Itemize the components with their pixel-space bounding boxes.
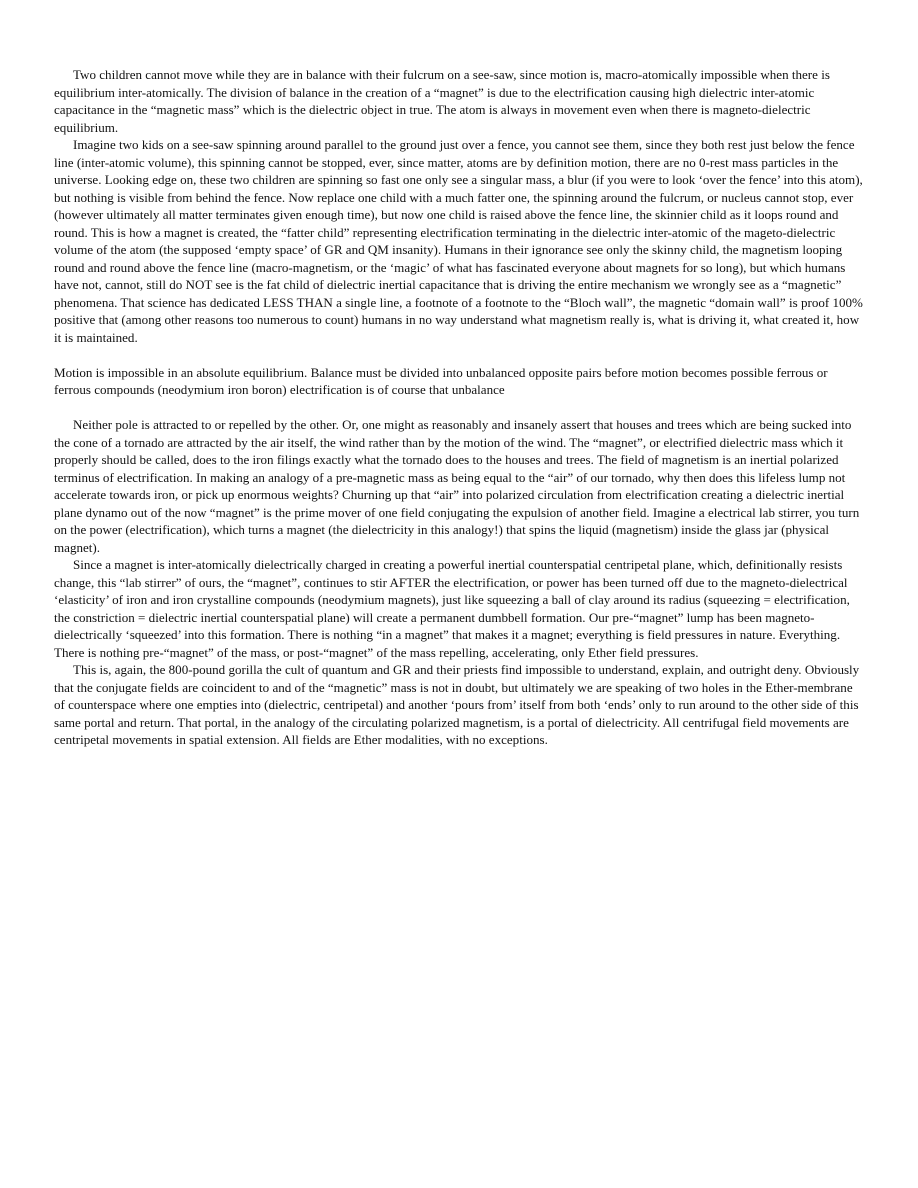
paragraph-seesaw-balance: Two children cannot move while they are in balance with their fulcrum on a see-saw, since motion is, macro-atomically impossible when there is equilibrium inter-atomically. The division of balance in the creation of a “magnet” is due to the electrification causing high dielectric inter-atomic capacitance in the “magnetic mass” which is the dielectric object in true. The atom is always in movement even when there is magneto-dielectric equilibrium.: [54, 67, 830, 135]
paragraph-tornado-analogy: Neither pole is attracted to or repelled by the other. Or, one might as reasonably and insanely assert that houses and trees which are being sucked into the cone of a tornado are attracted by the air itself, the wind rather than by the motion of the wind. The “magnet”, or electrified dielectric mass which it properly should be called, does to the iron filings exactly what the tornado does to the houses and trees. The field of magnetism is an inertial polarized terminus of electrification. In making an analogy of a pre-magnetic mass as being equal to the “air” of our tornado, why then does this lifeless lump not accelerate towards iron, or pick up enormous weights? Churning up that “air” into polarized circulation from electrification creating a dielectric inertial plane dynamo out of the now “magnet” is the prime mover of one field conjugating the expulsion of another field. Imagine a electrical lab stirrer, you turn on the power (electrification), which turns a magnet (the dielectricity in this analogy!) that spins the liquid (magnetism) inside the glass jar (physical magnet).: [54, 417, 860, 555]
document-page: [54, 66, 864, 749]
paragraph-gap: [54, 399, 864, 417]
paragraph-gap: [54, 346, 864, 364]
paragraph-lab-stirrer: Since a magnet is inter-atomically dielectrically charged in creating a powerful inertial counterspatial centripetal plane, which, definitionally resists change, this “lab stirrer” of ours, the “magnet”, continues to stir AFTER the electrification, or power has been turned off due to the magneto-dielectrical ‘elasticity’ of iron and iron crystalline compounds (neodymium magnets), just like squeezing a ball of clay around its radius (squeezing = electrification, the constriction = dielectric inertial counterspatial plane) will create a permanent dumbbell formation. Our pre-“magnet” lump has been magneto-dielectrically ‘squeezed’ into this formation. There is nothing “in a magnet” that makes it a magnet; everything is field pressures in nature. Everything. There is nothing pre-“magnet” of the mass, or post-“magnet” of the mass repelling, accelerating, only Ether field pressures.: [54, 557, 850, 660]
paragraph-ether-portal: This is, again, the 800-pound gorilla the cult of quantum and GR and their priests find impossible to understand, explain, and outright deny. Obviously that the conjugate fields are coincident to and of the “magnetic” mass is not in doubt, but ultimately we are speaking of two holes in the Ether-membrane of counterspace where one empties into (dielectric, centripetal) and another ‘pours from’ itself from both ‘ends’ only to run around to the other side of this same portal and return. That portal, in the analogy of the circulating polarized magnetism, is a portal of dielectricity. All centrifugal field movements are centripetal movements in spatial extension. All fields are Ether modalities, with no exceptions.: [54, 662, 860, 747]
paragraph-kids-fence-analogy: Imagine two kids on a see-saw spinning around parallel to the ground just over a fence, you cannot see them, since they both rest just below the fence line (inter-atomic volume), this spinning cannot be stopped, ever, since matter, atoms are by definition motion, there are no 0-rest mass particles in the universe. Looking edge on, these two children are spinning so fast one only see a singular mass, a blur (if you were to look ‘over the fence’ into this atom), but nothing is visible from behind the fence. Now replace one child with a much fatter one, the spinning around the fulcrum, or nucleus cannot stop, ever (however ultimately all matter terminates given enough time), but now one child is raised above the fence line, the skinnier child as it loops round and round. This is how a magnet is created, the “fatter child” representing electrification terminating in the dielectric inter-atomic of the mageto-dielectric volume of the atom (the supposed ‘empty space’ of GR and QM insanity). Humans in their ignorance see only the skinny child, the magnetism looping round and round above the fence line (macro-magnetism, or the ‘magic’ of what has fascinated everyone about magnets for so long), but which humans have not, cannot, still do NOT see is the fat child of dielectric inertial capacitance that is driving the entire mechanism we wrongly see as a “magnetic” phenomena. That science has dedicated LESS THAN a single line, a footnote of a footnote to the “Bloch wall”, the magnetic “domain wall” is proof 100% positive that (among other reasons too numerous to count) humans in no way understand what magnetism really is, what is driving it, what created it, how it is maintained.: [54, 137, 863, 345]
paragraph-motion-equilibrium: Motion is impossible in an absolute equilibrium. Balance must be divided into unbalanced opposite pairs before motion becomes possible ferrous or ferrous compounds (neodymium iron boron) electrification is of course that unbalance: [54, 364, 828, 397]
